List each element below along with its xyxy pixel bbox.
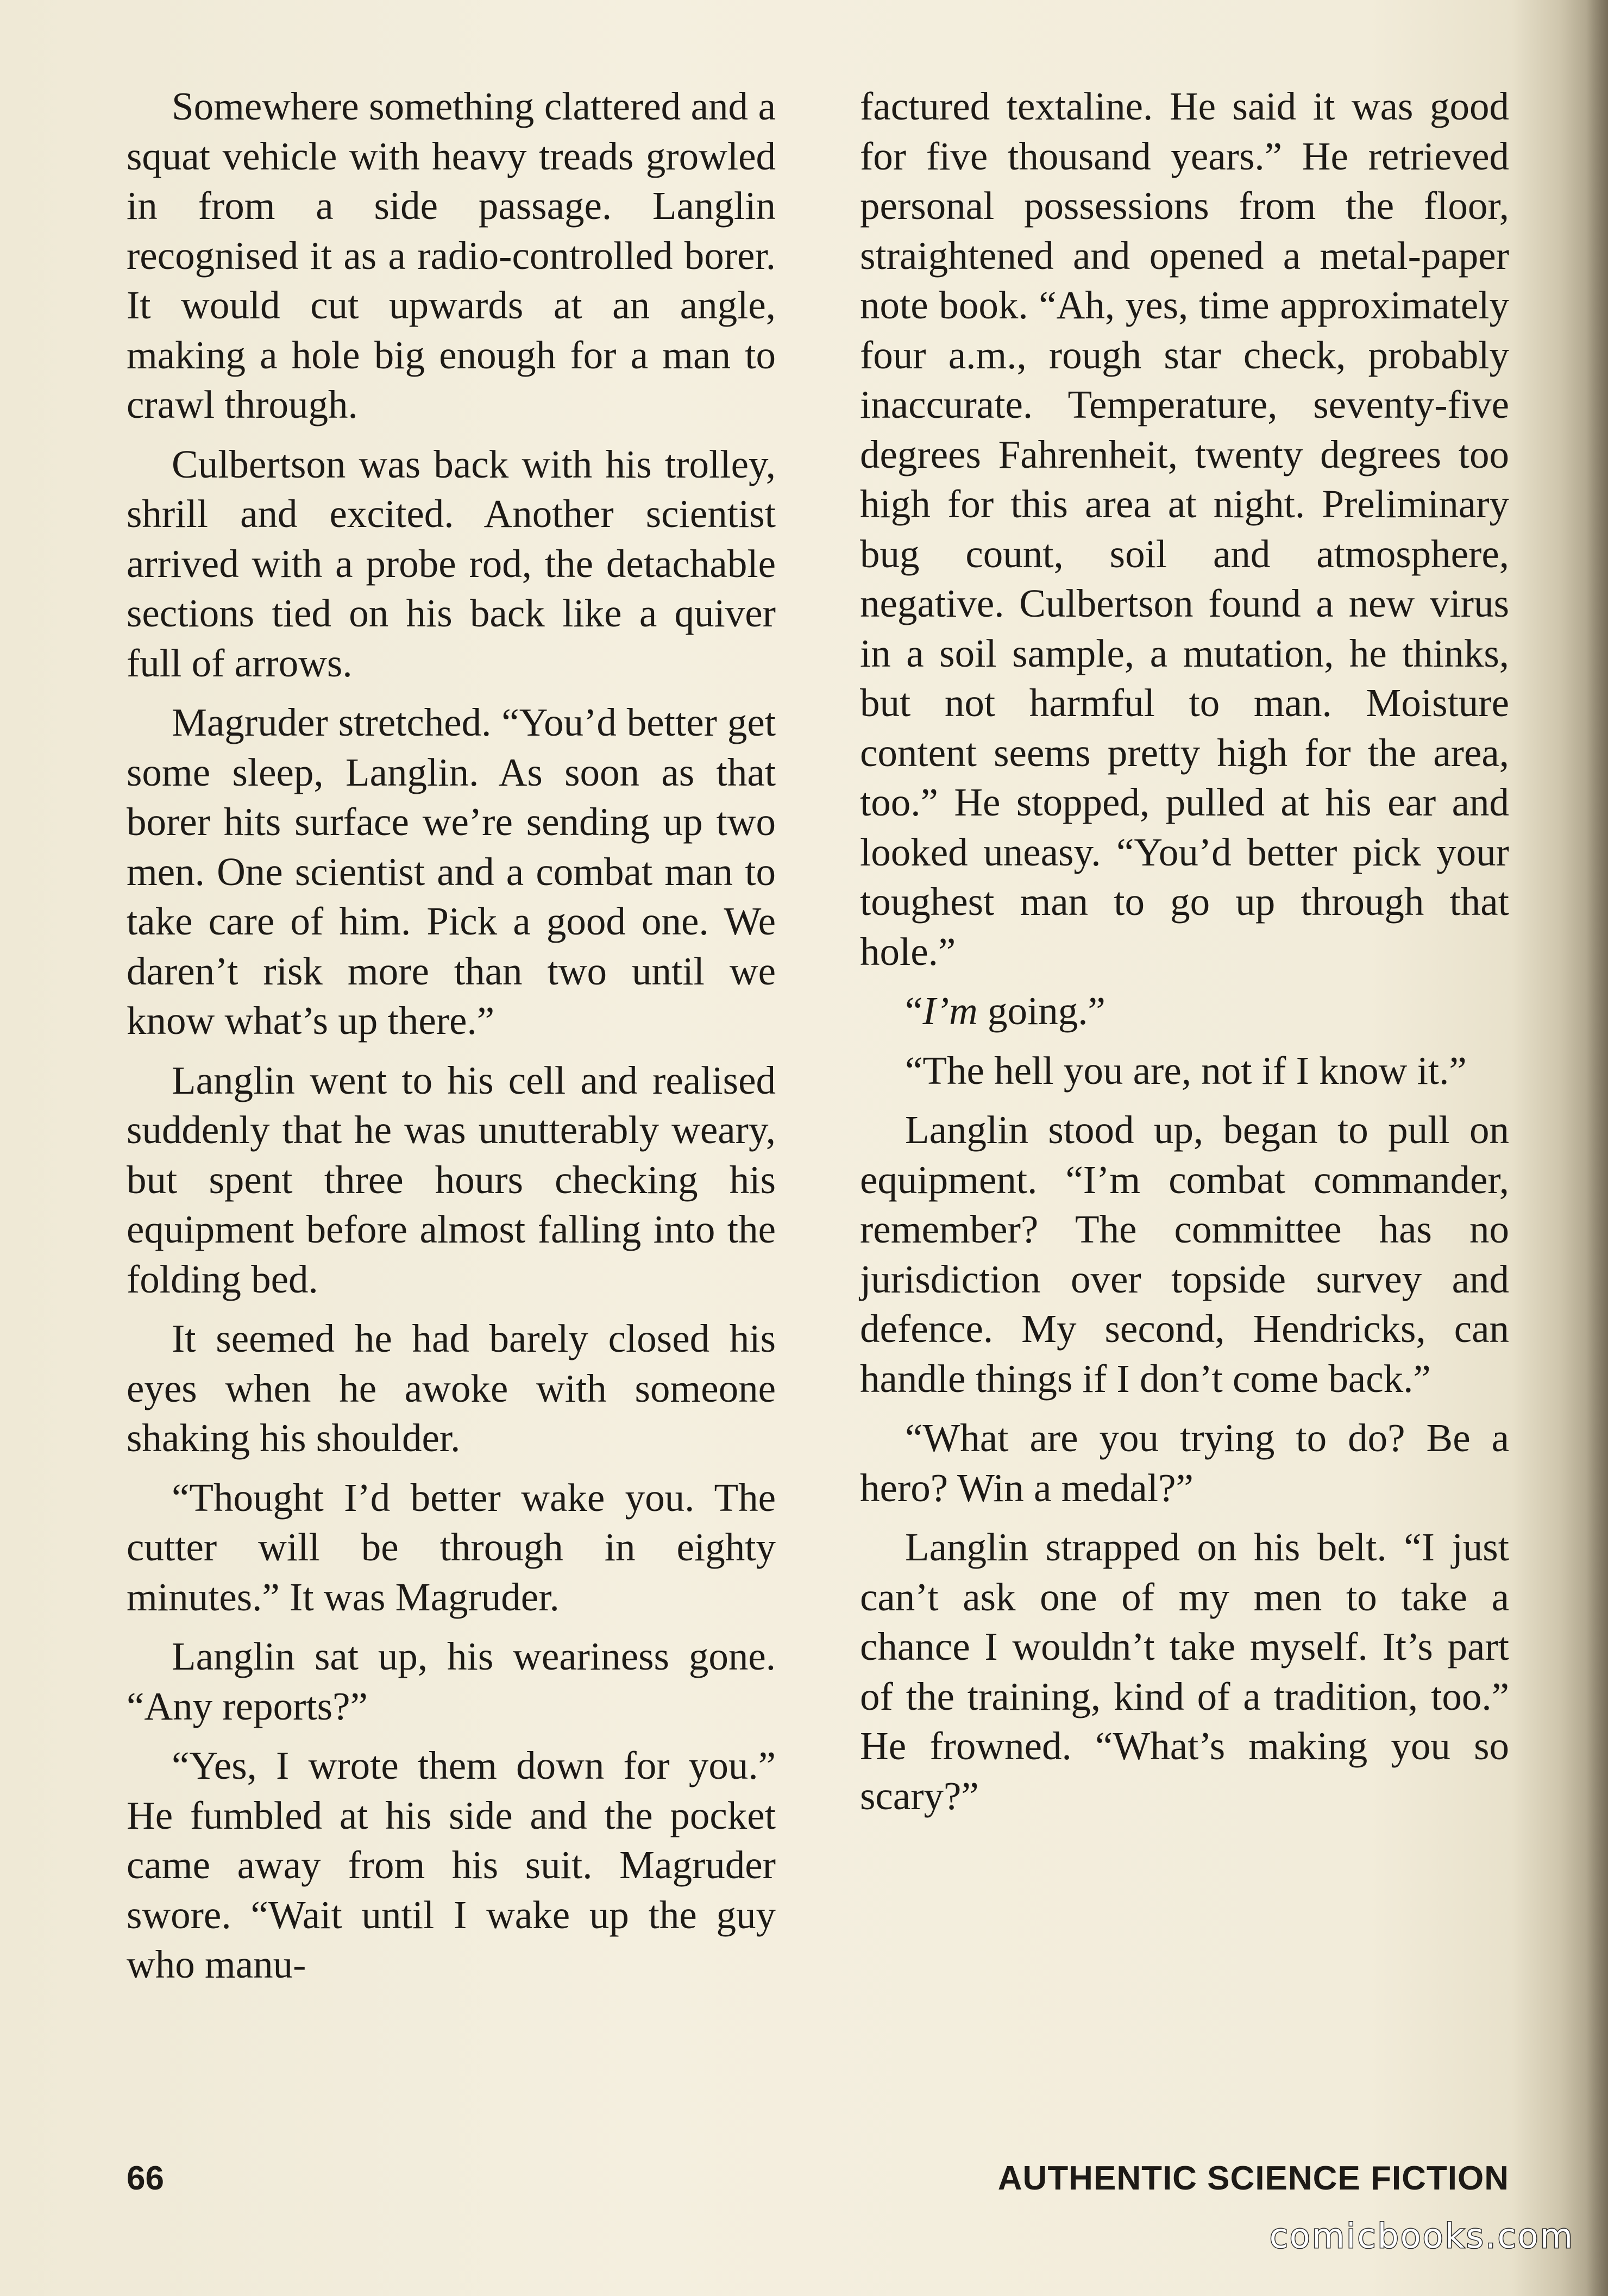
page-number: 66 <box>127 2160 164 2197</box>
watermark: comicbooks.com <box>1269 2216 1574 2256</box>
paragraph: Langlin stood up, began to pull on equipment. “I’m combat commander, remember? The committee has no jurisdiction over topside survey and defence. My second, Hendricks, can handle things if I don’t come back.” <box>860 1108 1509 1401</box>
emphasis: I’m <box>922 989 978 1033</box>
paragraph-im-going <box>860 986 1509 1036</box>
continued-paragraph: factured textaline. He said it was good for five thousand years.” He retrieved personal possessions from the floor, straightened and opened a metal-paper note book. “Ah, yes, time approximately four a.m., rough star check, probably inaccurate. Temperature, seventy-five degrees Fahrenheit, twenty degrees too high for this area at night. Preliminary bug count, soil and atmosphere, negative. Culbertson found a new virus in a soil sample, a mutation, he thinks, but not harmful to man. Moisture content seems pretty high for the area, too.” He stopped, pulled at his ear and looked uneasy. “You’d better pick your toughest man to go up through that hole.” <box>860 84 1509 974</box>
quote-rest: going.” <box>977 989 1106 1033</box>
right-column <box>860 81 1509 1821</box>
paragraph: Somewhere something clattered and a squat vehicle with heavy treads growled in from a side passage. Langlin recognised it as a radio-controlled borer. It would cut upwards at an angle, making a hole big enough for a man to crawl through. <box>127 84 776 426</box>
paragraph: “Thought I’d better wake you. The cutter will be through in eighty minutes.” It was Magruder. <box>127 1475 776 1619</box>
paragraph: Langlin sat up, his weariness gone. “Any reports?” <box>127 1634 776 1728</box>
paragraph: “The hell you are, not if I know it.” <box>905 1048 1467 1093</box>
quote-open: “ <box>905 989 923 1033</box>
paragraph: Langlin strapped on his belt. “I just can’t ask one of my men to take a chance I wouldn’t take myself. It’s part of the training, kind of a tradition, too.” He frowned. “What’s making you so scary?” <box>860 1525 1509 1818</box>
page-edge-shadow <box>1586 0 1608 2296</box>
paragraph: Langlin went to his cell and realised suddenly that he was unutterably weary, but spent three hours checking his equipment before almost falling into the folding bed. <box>127 1058 776 1301</box>
paragraph: “What are you trying to do? Be a hero? Win a medal?” <box>860 1416 1509 1510</box>
paragraph: It seemed he had barely closed his eyes when he awoke with someone shaking his shoulder. <box>127 1316 776 1460</box>
paragraph: Magruder stretched. “You’d better get some sleep, Langlin. As soon as that borer hits surface we’re sending up two men. One scientist and a combat man to take care of him. Pick a good one. We daren’t risk more than two until we know what’s up there.” <box>127 700 776 1043</box>
paragraph: “Yes, I wrote them down for you.” He fumbled at his side and the pocket came away from his suit. Magruder swore. “Wait until I wake up the guy who manu- <box>127 1743 776 1986</box>
paragraph: Culbertson was back with his trolley, shrill and excited. Another scientist arrived with a probe rod, the detachable sections tied on his back like a quiver full of arrows. <box>127 442 776 685</box>
left-column <box>127 81 776 1990</box>
running-title: AUTHENTIC SCIENCE FICTION <box>997 2160 1509 2197</box>
